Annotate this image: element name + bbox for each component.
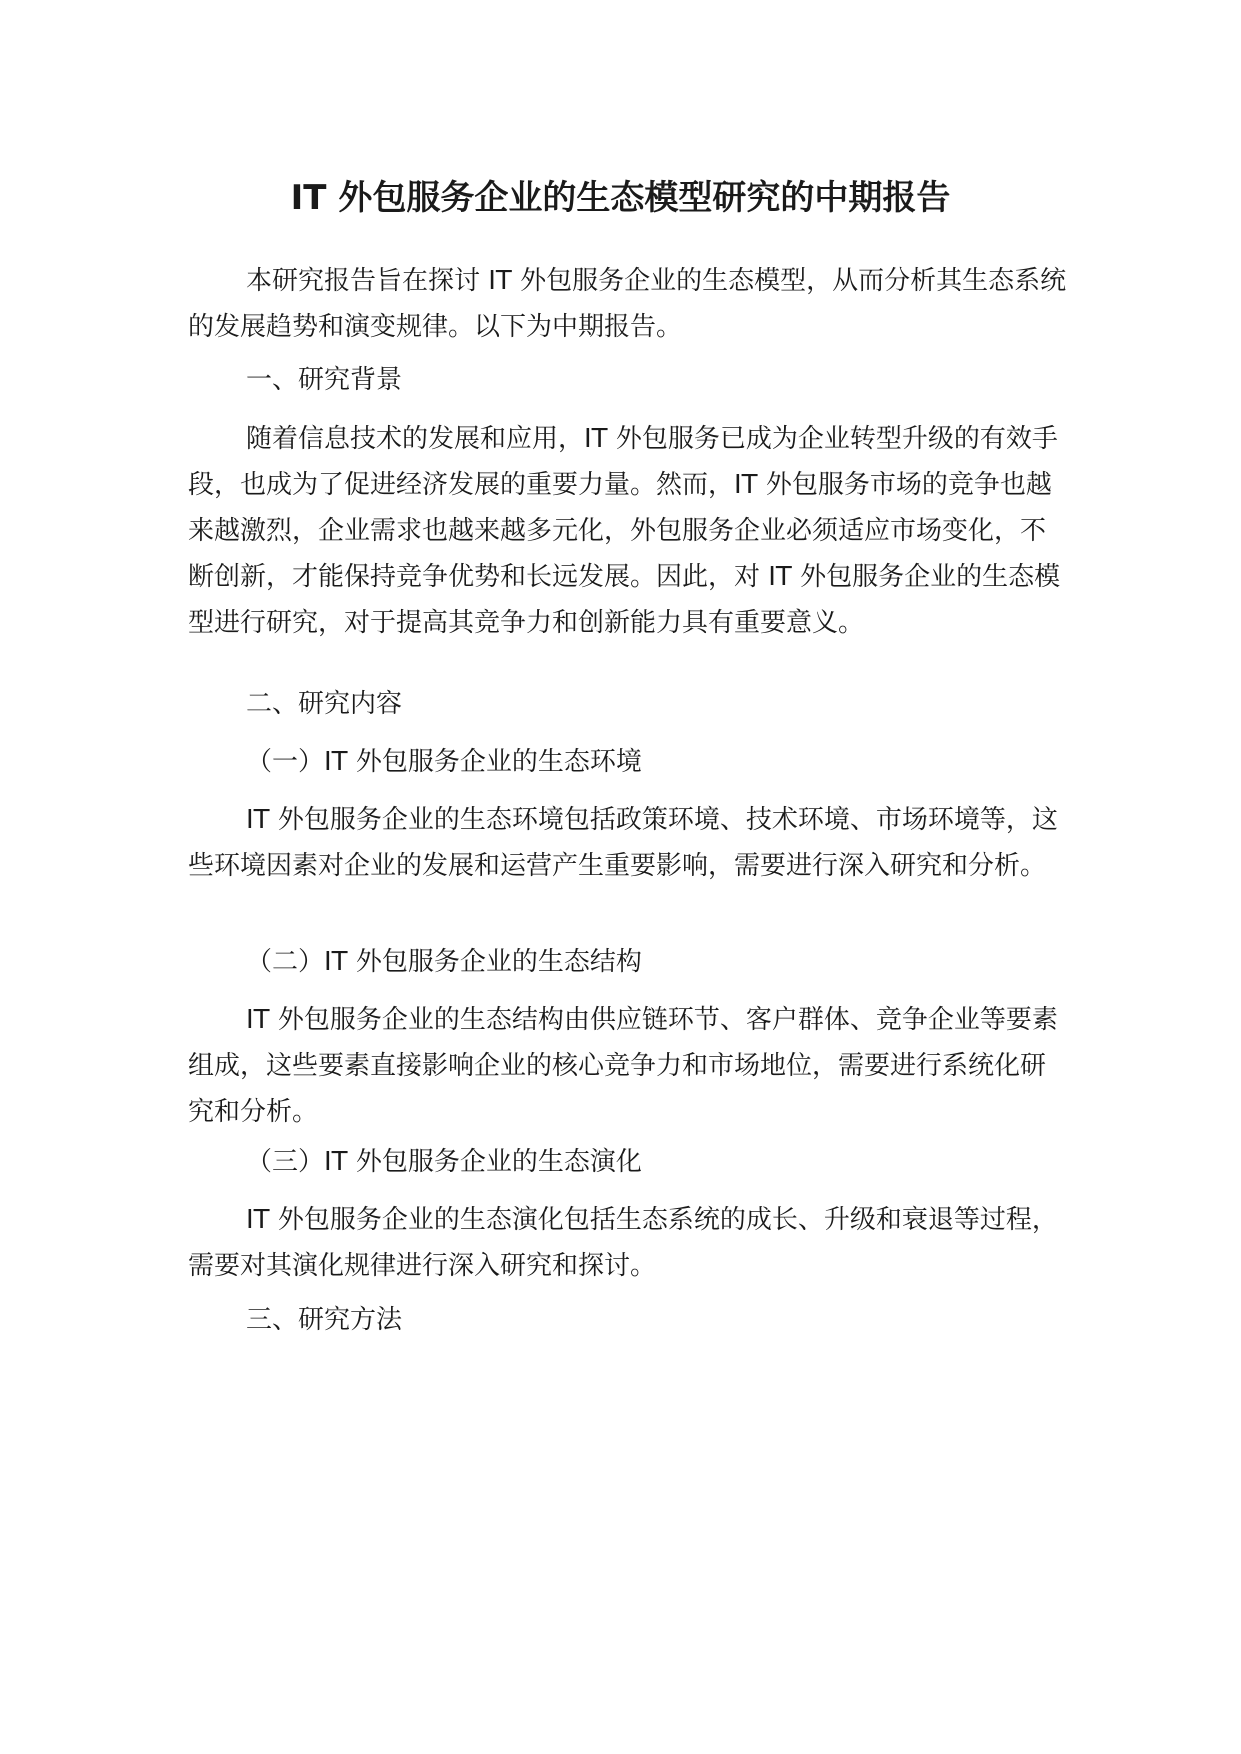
section-heading-content: 二、研究内容 — [246, 689, 403, 719]
section-heading-method: 三、研究方法 — [246, 1305, 403, 1335]
environment-paragraph: IT 外包服务企业的生态环境包括政策环境、技术环境、市场环境等，这些环境因素对企业的发展和运营产生重要影响，需要进行深入研究和分析。 — [188, 805, 1058, 881]
background-paragraph: 随着信息技术的发展和应用，IT 外包服务已成为企业转型升级的有效手段，也成为了促进经济发展的重要力量。然而，IT 外包服务市场的竞争也越来越激烈，企业需求也越来越多元化，外包服务企业必须适应市场变化，不断创新，才能保持竞争优势和长远发展。因此，对 IT 外包服务企业的生态模型进行研究，对于提高其竞争力和创新能力具有重要意义。 — [188, 424, 1061, 638]
evolution-paragraph: IT 外包服务企业的生态演化包括生态系统的成长、升级和衰退等过程，需要对其演化规律进行深入研究和探讨。 — [188, 1205, 1058, 1281]
subsection-heading-structure: （二）IT 外包服务企业的生态结构 — [246, 947, 642, 977]
structure-paragraph: IT 外包服务企业的生态结构由供应链环节、客户群体、竞争企业等要素组成，这些要素直接影响企业的核心竞争力和市场地位，需要进行系统化研究和分析。 — [188, 1005, 1058, 1127]
subsection-heading-evolution: （三）IT 外包服务企业的生态演化 — [246, 1147, 642, 1177]
document-title: IT 外包服务企业的生态模型研究的中期报告 — [290, 178, 951, 218]
intro-paragraph: 本研究报告旨在探讨 IT 外包服务企业的生态模型，从而分析其生态系统的发展趋势和演变规律。以下为中期报告。 — [188, 266, 1067, 342]
subsection-heading-environment: （一）IT 外包服务企业的生态环境 — [246, 747, 642, 777]
section-heading-background: 一、研究背景 — [246, 365, 403, 395]
